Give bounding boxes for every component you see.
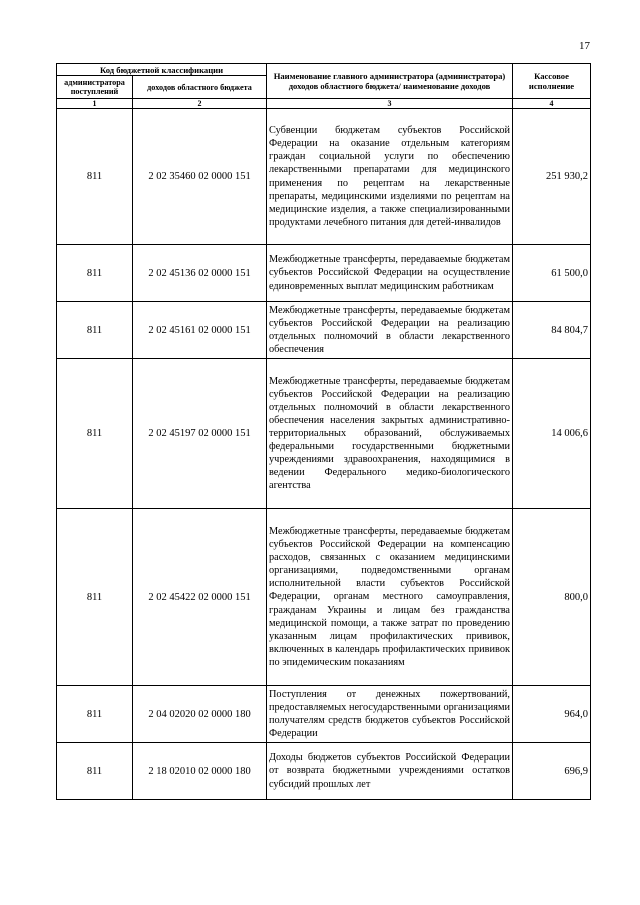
column-number-row [57,99,591,109]
admin-code-cell: 811 [57,359,133,509]
table-row [57,302,591,359]
amount-cell: 251 930,2 [513,109,591,245]
income-code-cell: 2 02 35460 02 0000 151 [133,109,267,245]
income-code-cell: 2 04 02020 02 0000 180 [133,686,267,743]
table-row [57,509,591,686]
header-income-code: доходов областного бюджета [133,76,267,99]
column-number: 4 [513,99,591,109]
admin-code-cell: 811 [57,245,133,302]
admin-code-cell: 811 [57,686,133,743]
column-number: 2 [133,99,267,109]
income-name-cell: Межбюджетные трансферты, передаваемые бюджетам субъектов Российской Федерации на осуществление единовременных выплат медицинским работникам [267,245,513,302]
header-administrator-name: Наименование главного администратора (администратора) доходов областного бюджета/ наименование доходов [267,64,513,99]
income-name-cell: Межбюджетные трансферты, передаваемые бюджетам субъектов Российской Федерации на компенсацию расходов, связанных с оказанием медицинскими организациями, подведомственными органам исполнительной власти субъектов Российской Федерации, органам местного самоуправления, гражданам Украины и лицам без гражданства медицинской помощи, а также затрат по проведению указанным лицам профилактических прививок, включенных в календарь профилактических прививок по эпидемическим показаниям [267,509,513,686]
amount-cell: 800,0 [513,509,591,686]
amount-cell: 61 500,0 [513,245,591,302]
income-name-cell: Поступления от денежных пожертвований, предоставляемых негосударственными организациями получателям средств бюджетов субъектов Российской Федерации [267,686,513,743]
income-code-cell: 2 18 02010 02 0000 180 [133,743,267,800]
income-code-cell: 2 02 45161 02 0000 151 [133,302,267,359]
table-row [57,109,591,245]
column-number: 3 [267,99,513,109]
income-code-cell: 2 02 45136 02 0000 151 [133,245,267,302]
admin-code-cell: 811 [57,509,133,686]
amount-cell: 964,0 [513,686,591,743]
table-row [57,245,591,302]
amount-cell: 84 804,7 [513,302,591,359]
admin-code-cell: 811 [57,743,133,800]
income-name-cell: Доходы бюджетов субъектов Российской Федерации от возврата бюджетными учреждениями остатков субсидий прошлых лет [267,743,513,800]
table-row [57,359,591,509]
header-admin-code: администратора поступлений [57,76,133,99]
table-row [57,686,591,743]
table-row [57,743,591,800]
column-number: 1 [57,99,133,109]
header-classification-code: Код бюджетной классификации [57,64,267,76]
income-code-cell: 2 02 45197 02 0000 151 [133,359,267,509]
income-code-cell: 2 02 45422 02 0000 151 [133,509,267,686]
amount-cell: 696,9 [513,743,591,800]
income-name-cell: Субвенции бюджетам субъектов Российской Федерации на оказание отдельным категориям граждан социальной услуги по обеспечению лекарственными препаратами для медицинского применения по рецептам на лекарственные препараты, медицинскими изделиями по рецептам на медицинские изделия, а также специализированными продуктами лечебного питания для детей-инвалидов [267,109,513,245]
admin-code-cell: 811 [57,109,133,245]
page-number: 17 [579,40,590,52]
income-name-cell: Межбюджетные трансферты, передаваемые бюджетам субъектов Российской Федерации на реализацию отдельных полномочий в области лекарственного обеспечения [267,302,513,359]
budget-income-table [56,63,591,800]
income-name-cell: Межбюджетные трансферты, передаваемые бюджетам субъектов Российской Федерации на реализацию отдельных полномочий в области лекарственного обеспечения населения закрытых административно-территориальных образований, обслуживаемых федеральными государственными бюджетными учреждениями здравоохранения, находящимися в ведении Федерального медико-биологического агентства [267,359,513,509]
amount-cell: 14 006,6 [513,359,591,509]
admin-code-cell: 811 [57,302,133,359]
header-cash-execution: Кассовое исполнение [513,64,591,99]
